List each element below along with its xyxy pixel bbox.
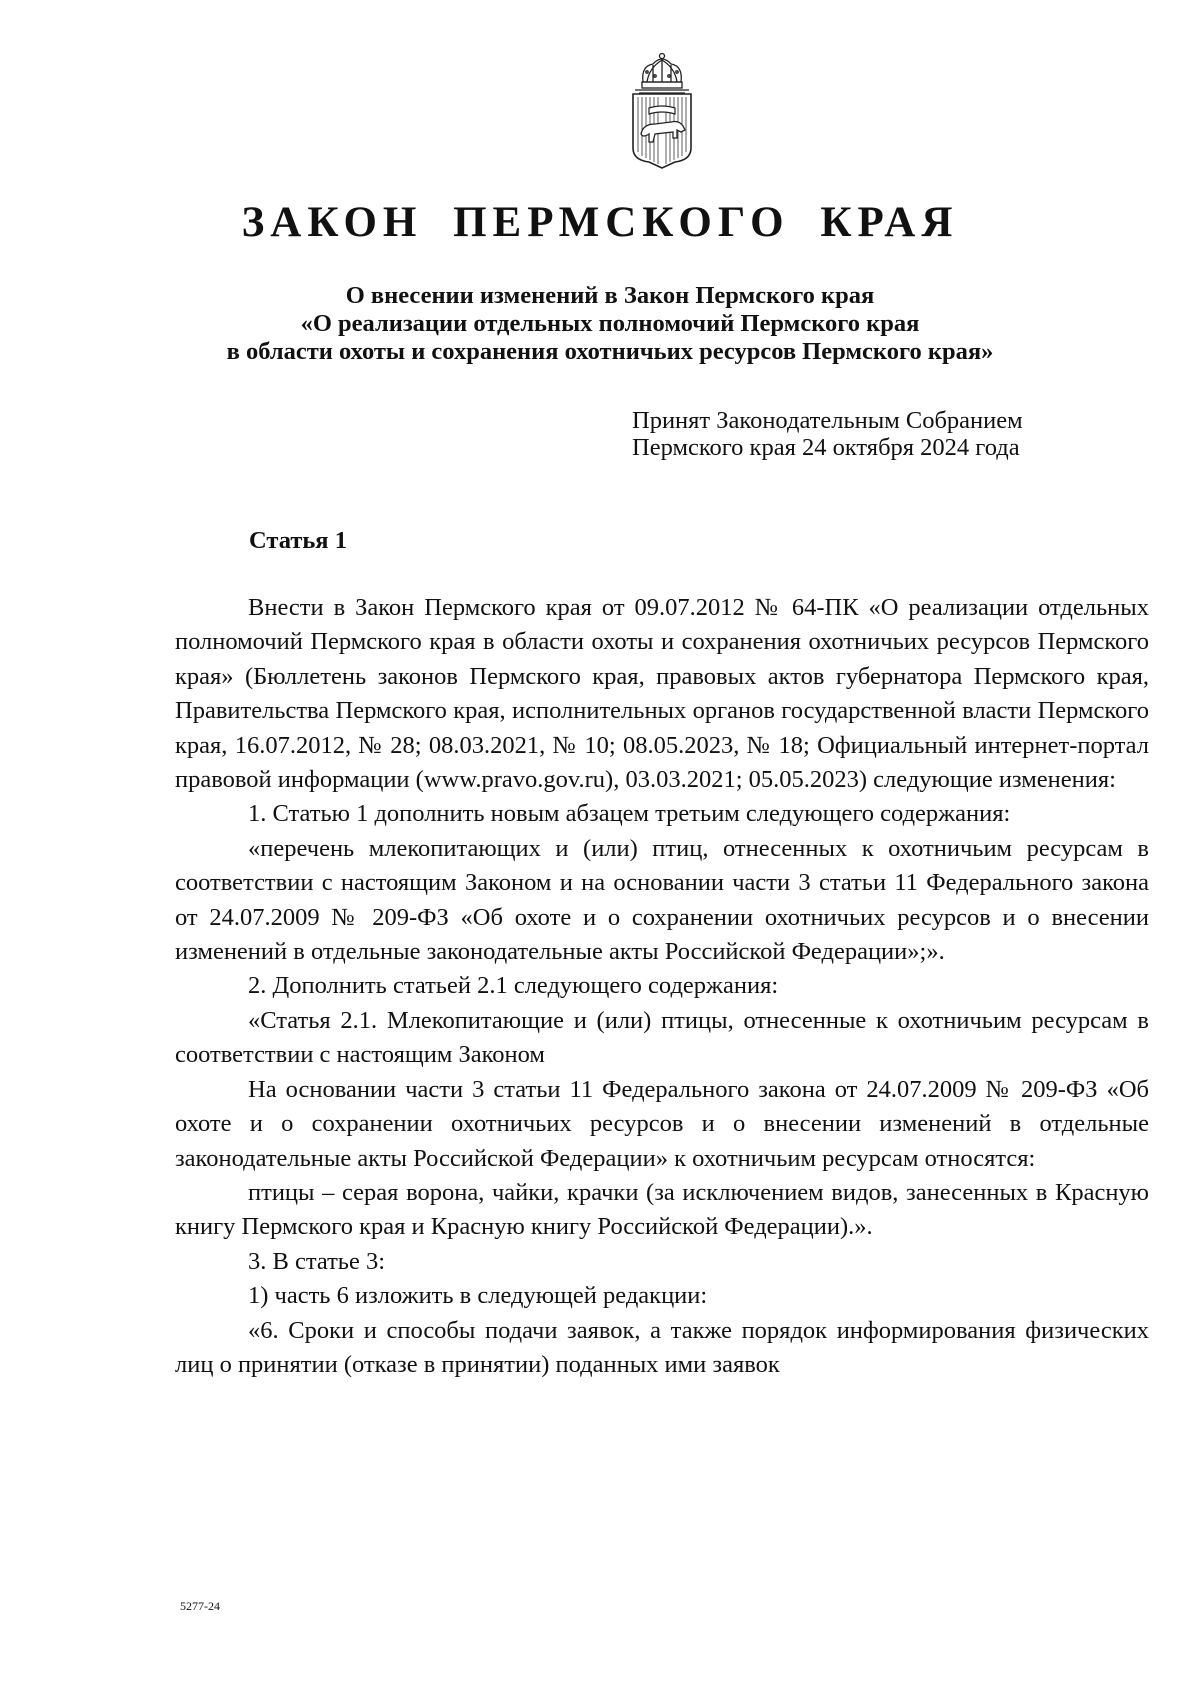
article-paragraph: 1) часть 6 изложить в следующей редакции: bbox=[248, 1282, 708, 1310]
document-number: 5277-24 bbox=[180, 1599, 220, 1613]
adoption-note bbox=[632, 407, 1112, 461]
article-heading: Статья 1 bbox=[249, 527, 347, 554]
law-subtitle bbox=[170, 282, 1050, 366]
article-body bbox=[175, 591, 1149, 1382]
article-paragraph: 2. Дополнить статьей 2.1 следующего содержания: bbox=[248, 972, 779, 1000]
coat-of-arms-icon bbox=[625, 52, 699, 170]
article-paragraph: На основании части 3 статьи 11 Федерального закона от 24.07.2009 № 209-ФЗ «Об охоте и о сохранении охотничьих ресурсов и о внесении изменений в отдельные законодательные акты Российской Федерации» к охотничьим ресурсам относятся: bbox=[175, 1075, 1149, 1172]
article-paragraph: 1. Статью 1 дополнить новым абзацем третьим следующего содержания: bbox=[248, 800, 1011, 828]
article-paragraph: «перечень млекопитающих и (или) птиц, отнесенных к охотничьим ресурсам в соответствии с настоящим Законом и на основании части 3 статьи 11 Федерального закона от 24.07.2009 № 209-ФЗ «Об охоте и о сохранении охотничьих ресурсов и о внесении изменений в отдельные законодательные акты Российской Федерации»;». bbox=[175, 834, 1149, 966]
law-title: ЗАКОН ПЕРМСКОГО КРАЯ bbox=[241, 199, 959, 246]
article-paragraph: Внести в Закон Пермского края от 09.07.2012 № 64-ПК «О реализации отдельных полномочий Пермского края в области охоты и сохранения охотничьих ресурсов Пермского края» (Бюллетень законов Пермского края, правовых актов губернатора Пермского края, Правительства Пермского края, исполнительных органов государственной власти Пермского края, 16.07.2012, № 28; 08.03.2021, № 10; 08.05.2023, № 18; Официальный интернет-портал правовой информации (www.pravo.gov.ru), 03.03.2021; 05.05.2023) следующие изменения: bbox=[175, 594, 1149, 794]
article-paragraph: «6. Сроки и способы подачи заявок, а также порядок информирования физических лиц о принятии (отказе в принятии) поданных ими заявок bbox=[175, 1316, 1149, 1378]
subtitle-line: в области охоты и сохранения охотничьих ресурсов Пермского края» bbox=[226, 338, 994, 365]
adoption-line: Принят Законодательным Собранием bbox=[632, 407, 1023, 434]
article-paragraph: птицы – серая ворона, чайки, крачки (за исключением видов, занесенных в Красную книгу Пермского края и Красную книгу Российской Федерации).». bbox=[175, 1178, 1149, 1241]
subtitle-line: «О реализации отдельных полномочий Пермского края bbox=[300, 310, 920, 337]
adoption-line: Пермского края 24 октября 2024 года bbox=[632, 434, 1020, 461]
article-paragraph: «Статья 2.1. Млекопитающие и (или) птицы, отнесенные к охотничьим ресурсам в соответствии с настоящим Законом bbox=[175, 1006, 1149, 1069]
article-paragraph: 3. В статье 3: bbox=[248, 1247, 386, 1275]
subtitle-line: О внесении изменений в Закон Пермского края bbox=[345, 282, 875, 309]
